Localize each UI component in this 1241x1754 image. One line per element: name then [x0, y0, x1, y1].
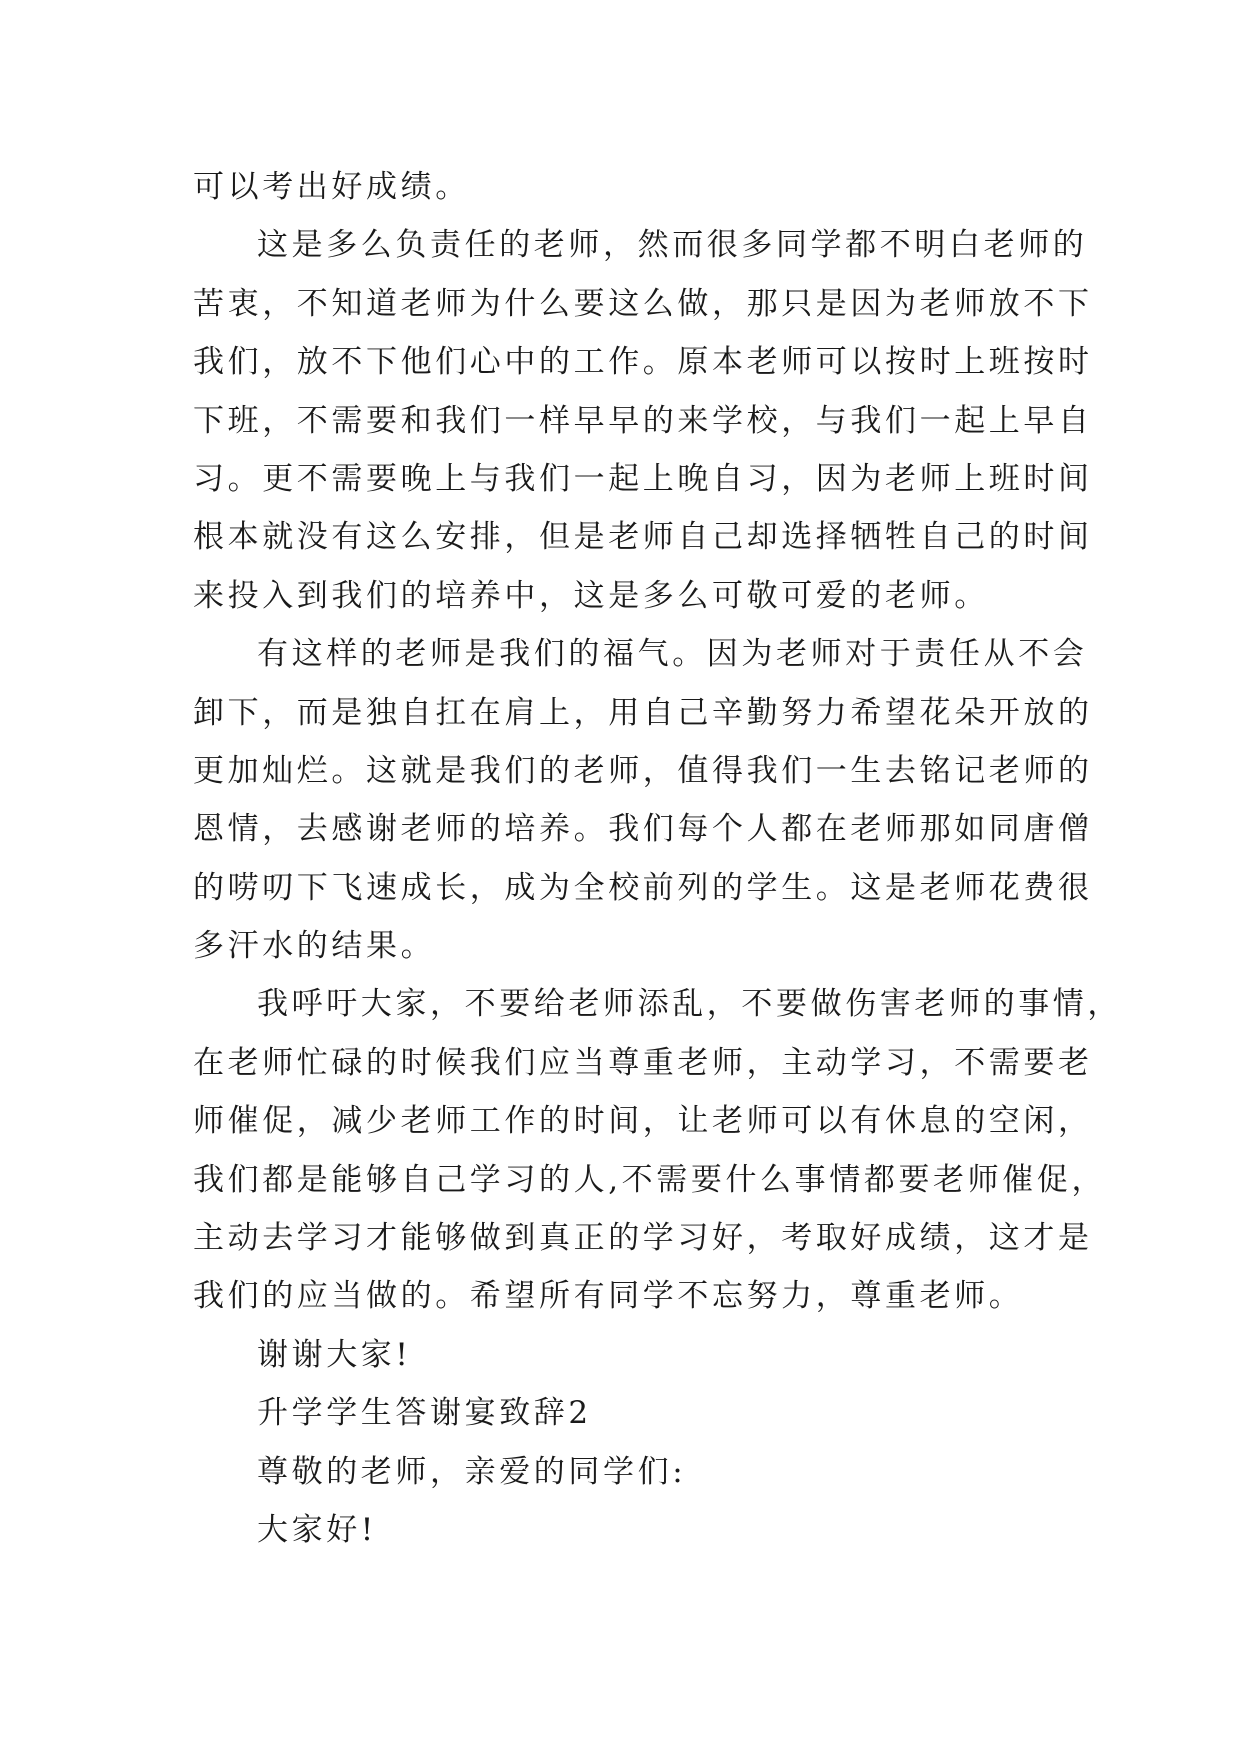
- text-line: 卸下，而是独自扛在肩上，用自己辛勤努力希望花朵开放的: [193, 694, 1093, 731]
- text-line: 主动去学习才能够做到真正的学习好，考取好成绩，这才是: [193, 1220, 1093, 1257]
- text-line: 我们的应当做的。希望所有同学不忘努力，尊重老师。: [193, 1278, 1024, 1315]
- text-line: 更加灿烂。这就是我们的老师，值得我们一生去铭记老师的: [193, 752, 1093, 789]
- text-line: 恩情，去感谢老师的培养。我们每个人都在老师那如同唐僧: [193, 811, 1093, 848]
- text-line: 习。更不需要晚上与我们一起上晚自习，因为老师上班时间: [193, 460, 1093, 497]
- salutation: 尊敬的老师，亲爱的同学们:: [257, 1453, 687, 1490]
- text-line: 我们都是能够自己学习的人,不需要什么事情都要老师催促，: [193, 1161, 1107, 1198]
- paragraph-start-line: 有这样的老师是我们的福气。因为老师对于责任从不会: [257, 636, 1088, 673]
- text-line: 我们，放不下他们心中的工作。原本老师可以按时上班按时: [193, 344, 1093, 381]
- text-line: 下班，不需要和我们一样早早的来学校，与我们一起上早自: [193, 402, 1093, 439]
- closing-thanks: 谢谢大家!: [257, 1336, 412, 1373]
- text-line: 在老师忙碌的时候我们应当尊重老师，主动学习，不需要老: [193, 1044, 1093, 1081]
- text-line: 来投入到我们的培养中，这是多么可敬可爱的老师。: [193, 577, 989, 614]
- paragraph-start-line: 我呼吁大家，不要给老师添乱，不要做伤害老师的事情，: [257, 986, 1122, 1023]
- document-body: [193, 158, 1122, 1559]
- speech-title: 升学学生答谢宴致辞2: [257, 1395, 592, 1432]
- text-line: 的唠叨下飞速成长，成为全校前列的学生。这是老师花费很: [193, 869, 1093, 906]
- text-line: 可以考出好成绩。: [193, 169, 470, 205]
- paragraph-start-line: 这是多么负责任的老师，然而很多同学都不明白老师的: [257, 227, 1088, 264]
- text-line: 苦衷，不知道老师为什么要这么做，那只是因为老师放不下: [193, 285, 1093, 322]
- text-line: 根本就没有这么安排，但是老师自己却选择牺牲自己的时间: [193, 519, 1093, 556]
- text-line: 师催促，减少老师工作的时间，让老师可以有休息的空闲，: [193, 1103, 1093, 1140]
- greeting: 大家好!: [257, 1511, 377, 1548]
- text-line: 多汗水的结果。: [193, 928, 436, 965]
